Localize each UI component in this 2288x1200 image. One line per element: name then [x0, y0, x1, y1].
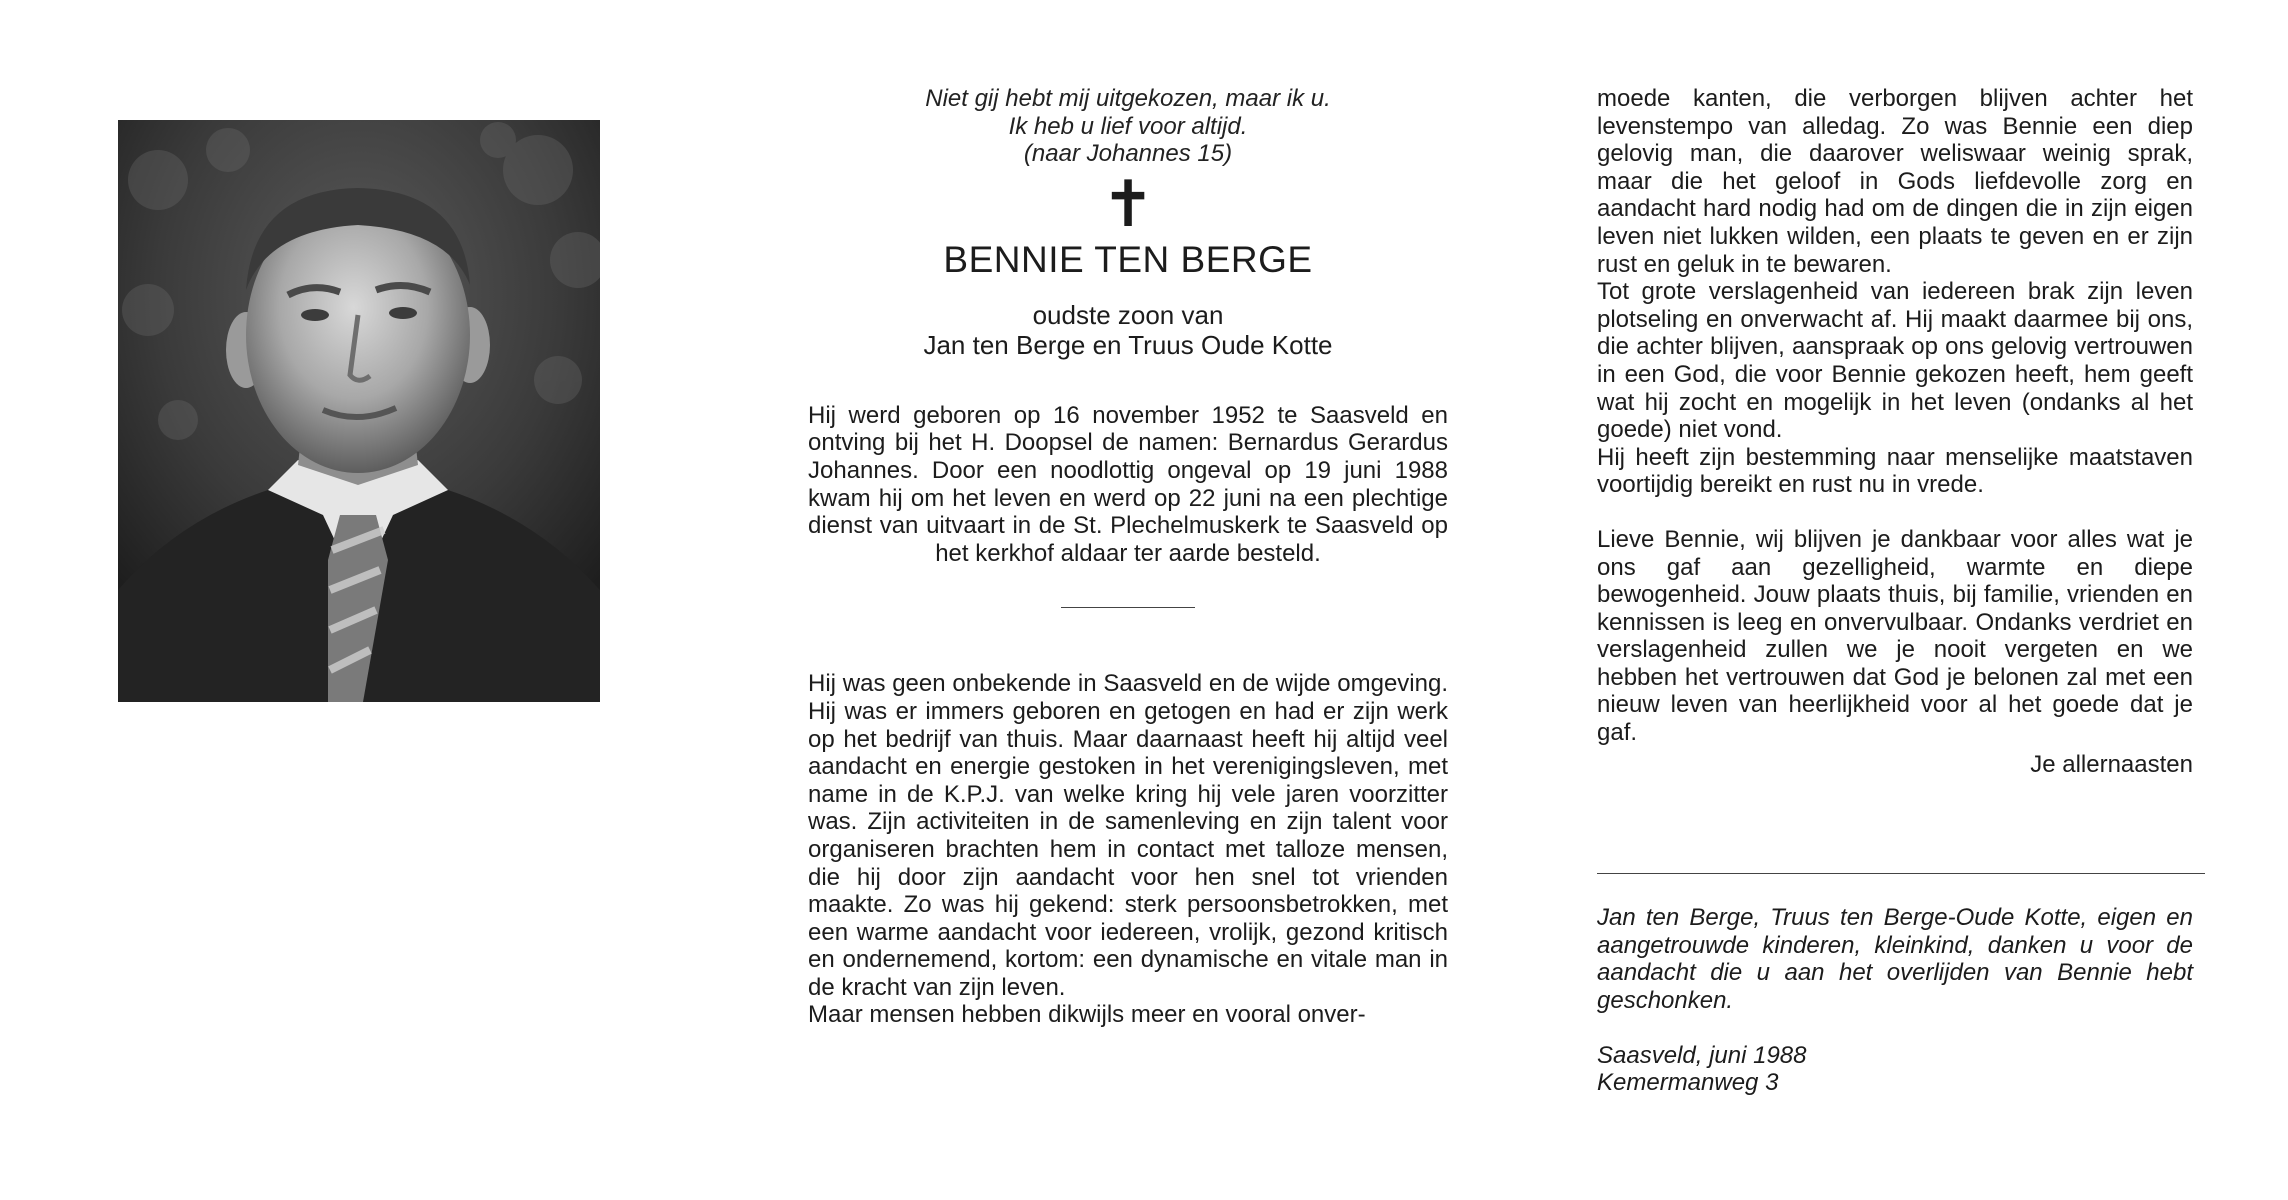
parents-names: Jan ten Berge en Truus Oude Kotte	[923, 329, 1333, 360]
faith-paragraph: moede kanten, die verborgen blijven achter het levenstempo van alledag. Zo was Bennie een diep gelovig man, die daarover weliswaar weinig sprak, maar die het geloof in Gods liefdevolle zorg en aandacht hard nodig had om de dingen die in zijn eigen leven niet lukken wilden, een plaats te geven en er zijn rust en geluk in te bewaren.	[1597, 85, 2193, 278]
right-column	[1597, 85, 2193, 1097]
quote-line-1: Niet gij hebt mij uitgekozen, maar ik u.	[925, 85, 1331, 112]
rest-paragraph: Hij heeft zijn bestemming naar menselijke maatstaven voortijdig bereikt en rust nu in vrede.	[1597, 443, 2193, 499]
biography-continuation: Maar mensen hebben dikwijls meer en vooral onver-	[808, 1001, 1366, 1029]
parents-block	[808, 300, 1448, 360]
farewell-paragraph: Lieve Bennie, wij blijven je dankbaar voor alles wat je ons gaf aan gezelligheid, warmte en diepe bewogenheid. Jouw plaats thuis, bij familie, vrienden en kennissen is leeg en onvervulbaar. Ondanks verdriet en verslagenheid zullen we je nooit vergeten en we hebben het vertrouwen dat God je belonen zal met een nieuw leven van heerlijkheid voor al het goede dat je gaf.	[1597, 525, 2193, 747]
address: Kemermanweg 3	[1597, 1069, 1779, 1097]
cross-icon: ✝	[1101, 167, 1155, 240]
quote-line-2: Ik heb u lief voor altijd.	[1008, 112, 1248, 140]
passing-paragraph: Tot grote verslagenheid van iedereen brak zijn leven plotseling en onverwacht af. Hij maakt daarmee bij ons, die achter blijven, aanspraak op ons gelovig vertrouwen in een God, die voor Bennie gekozen heeft, hem geeft wat hij zocht en mogelijk in het leven (ondanks al het goede) niet vond.	[1597, 278, 2193, 444]
portrait-photo	[118, 120, 600, 702]
middle-column	[808, 85, 1448, 1029]
birth-death-paragraph: Hij werd geboren op 16 november 1952 te Saasveld en ontving bij het H. Doopsel de namen: Bernardus Gerardus Johannes. Door een noodlottig ongeval op 19 juni 1988 kwam hij om het leven en werd op 22 juni na een plechtige dienst van uitvaart in de St. Plechelmuskerk te Saasveld op het kerkhof aldaar ter aarde besteld.	[808, 401, 1448, 567]
thanks-paragraph: Jan ten Berge, Truus ten Berge-Oude Kotte, eigen en aangetrouwde kinderen, kleinkind, danken u voor de aandacht die u aan het overlijden van Bennie hebt geschonken.	[1597, 904, 2193, 1015]
relation-text: oudste zoon van	[1032, 299, 1224, 330]
bible-quote	[808, 85, 1448, 168]
signature: Je allernaasten	[2030, 750, 2193, 778]
portrait-image	[118, 120, 600, 702]
divider	[1061, 607, 1195, 608]
place-date: Saasveld, juni 1988	[1597, 1041, 1807, 1069]
thanks-divider	[1597, 873, 2205, 874]
deceased-name: BENNIE TEN BERGE	[943, 238, 1313, 280]
biography-paragraph: Hij was geen onbekende in Saasveld en de wijde omgeving. Hij was er immers geboren en getogen en had er zijn werk op het bedrijf van thuis. Maar daarnaast heeft hij altijd veel aandacht en energie gestoken in het verenigingsleven, met name in de K.P.J. van welke kring hij vele jaren voorzitter was. Zijn activiteiten in de samenleving en zijn talent voor organiseren brachten hem in contact met talloze mensen, die hij door zijn aandacht voor hen snel tot vrienden maakte. Zo was hij gekend: sterk persoonsbetrokken, met een warme aandacht voor iedereen, vrolijk, gezond kritisch en ondernemend, kortom: een dynamische en vitale man in de kracht van zijn leven.	[808, 670, 1448, 1001]
quote-line-3: (naar Johannes 15)	[1023, 140, 1233, 168]
